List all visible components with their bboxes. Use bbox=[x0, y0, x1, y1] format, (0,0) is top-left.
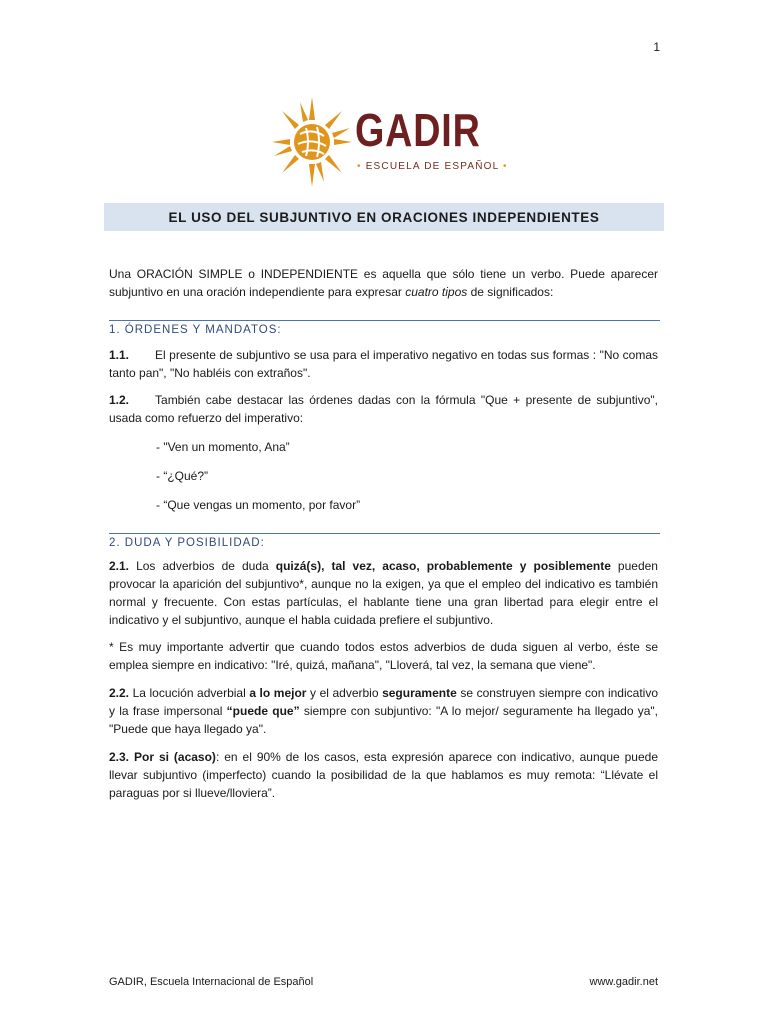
document-title: EL USO DEL SUBJUNTIVO EN ORACIONES INDEPENDIENTES bbox=[168, 209, 600, 225]
paragraph-1-1: 1.1. El presente de subjuntivo se usa para el imperativo negativo en todas sus formas : "No comas tanto pan", "No habléis con extraños". bbox=[109, 348, 658, 380]
intro-paragraph: Una ORACIÓN SIMPLE o INDEPENDIENTE es aquella que sólo tiene un verbo. Puede aparecer subjuntivo en una oración independiente para expresar cuatro tipos de significados: bbox=[109, 267, 658, 299]
logo-wordmark: GADIR bbox=[355, 104, 481, 156]
quote-item: - “Que vengas un momento, por favor” bbox=[156, 498, 361, 512]
page-number: 1 bbox=[653, 40, 660, 54]
footer-school-name: GADIR, Escuela Internacional de Español bbox=[109, 976, 314, 988]
gadir-logo bbox=[272, 95, 508, 190]
footer-website: www.gadir.net bbox=[589, 976, 658, 988]
section-divider bbox=[109, 320, 660, 321]
paragraph-1-2: 1.2. También cabe destacar las órdenes dadas con la fórmula "Que + presente de subjuntivo", usada como refuerzo del imperativo: bbox=[109, 393, 658, 425]
note-paragraph: * Es muy importante advertir que cuando todos estos adverbios de duda siguen al verbo, éste se emplea siempre en indicativo: "Iré, quizá, mañana", "Lloverá, tal vez, la semana que viene". bbox=[109, 640, 658, 672]
sun-icon bbox=[272, 95, 352, 190]
section-2-heading: 2. DUDA Y POSIBILIDAD: bbox=[109, 537, 265, 549]
quote-item: - "Ven un momento, Ana” bbox=[156, 440, 290, 454]
paragraph-2-3: 2.3. Por si (acaso): en el 90% de los casos, esta expresión aparece con indicativo, aunque puede llevar subjuntivo (imperfecto) cuando la posibilidad de la que hablamos es muy remota: “Llévate el paraguas por si llueve/lloviera”. bbox=[109, 750, 658, 800]
title-band bbox=[104, 203, 664, 231]
section-1-heading: 1. ÓRDENES Y MANDATOS: bbox=[109, 324, 282, 336]
section-divider bbox=[109, 533, 660, 534]
paragraph-2-1: 2.1. Los adverbios de duda quizá(s), tal vez, acaso, probablemente y posiblemente pueden provocar la aparición del subjuntivo*, aunque no la exigen, ya que el empleo del indicativo es también normal y frecuente. Con estas partículas, el hablante tiene una gran libertad para elegir entre el indicativo y el subjuntivo, aunque el habla cuidada prefiere el subjuntivo. bbox=[109, 559, 658, 627]
quote-item: - “¿Qué?” bbox=[156, 469, 209, 483]
paragraph-2-2: 2.2. La locución adverbial a lo mejor y el adverbio seguramente se construyen siempre con indicativo y la frase impersonal “puede que” siempre con subjuntivo: "A lo mejor/ seguramente ha llegado ya", "Puede que haya llegado ya". bbox=[109, 686, 659, 736]
logo-tagline: • ESCUELA DE ESPAÑOL • bbox=[357, 161, 508, 172]
